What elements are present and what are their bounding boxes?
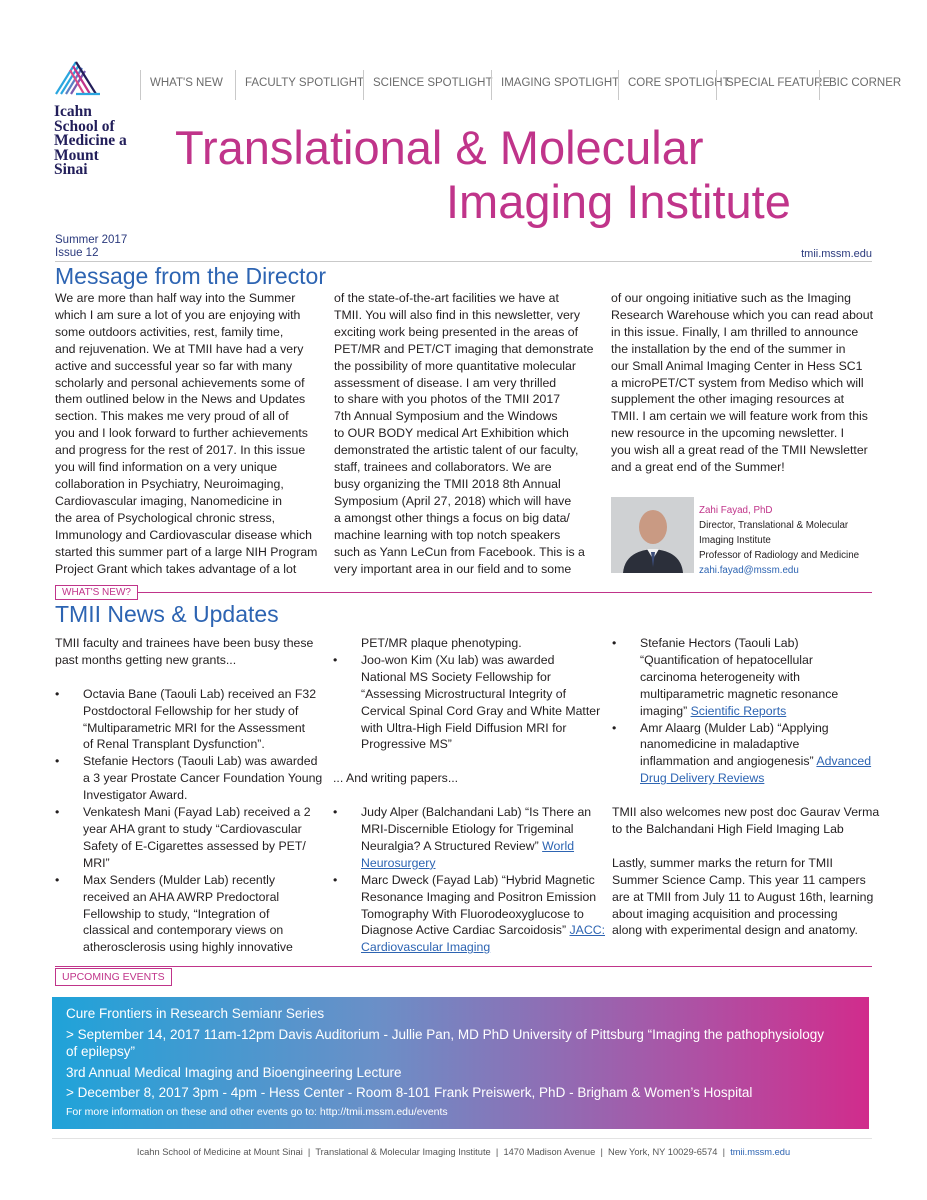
bullet-icon: • — [55, 686, 60, 701]
text-line: National MS Society Fellowship for — [361, 669, 551, 684]
text-line: TMII. You will also find in this newsletter, very — [334, 307, 581, 322]
text-line: year AHA grant to study “Cardiovascular — [83, 821, 302, 836]
text-line: machine learning with top notch speakers — [334, 527, 561, 542]
text-line: some outdoors activities, rest, family time, — [55, 324, 284, 339]
bullet-icon: • — [333, 872, 338, 887]
text-line — [361, 855, 603, 872]
director-photo — [611, 497, 694, 573]
events-more-info[interactable]: For more information on these and other events go to: http://tmii.mssm.edu/events — [66, 1105, 448, 1118]
text-line: the area of Psychological chronic stress, — [55, 510, 276, 525]
text-line: the possibility of more quantitative molecular — [334, 358, 576, 373]
header-divider — [55, 261, 872, 262]
text-line: Resonance Imaging and Positron Emission — [361, 889, 597, 904]
text-line: you wish all a great read of the TMII Newsletter — [611, 443, 868, 458]
spacer — [333, 753, 603, 770]
director-column-1 — [55, 290, 317, 577]
director-email[interactable]: zahi.fayad@mssm.edu — [699, 565, 799, 576]
issue-season: Summer 2017 — [55, 234, 128, 246]
text-line: Amr Alaarg (Mulder Lab) “Applying — [640, 720, 829, 735]
whats-new-tag: WHAT'S NEW? — [55, 585, 138, 600]
institution-logo[interactable] — [54, 56, 144, 178]
text-line: started this summer part of a large NIH Program — [55, 544, 318, 559]
list-item — [333, 872, 603, 957]
upcoming-events-tag: UPCOMING EVENTS — [55, 968, 172, 986]
text-line: Stefanie Hectors (Taouli Lab) — [640, 636, 799, 650]
journal-link-addr[interactable]: Advanced — [816, 754, 872, 769]
director-title-1: Director, Translational & Molecular — [699, 520, 849, 531]
text-line: Max Senders (Mulder Lab) recently — [83, 872, 276, 887]
director-column-3 — [611, 290, 873, 476]
director-heading: Message from the Director — [55, 263, 326, 289]
director-column-2 — [334, 290, 596, 577]
text-line: Immunology and Cardiovascular disease which — [55, 527, 312, 542]
nav-whats-new[interactable]: WHAT'S NEW — [140, 70, 235, 100]
page-title-line2: Imaging Institute — [446, 175, 791, 228]
journal-link-world-neurosurgery[interactable]: Neurosurgery — [361, 855, 436, 870]
text-line: MRI-Discernible Etiology for Trigeminal — [361, 821, 574, 836]
text-line: Diagnose Active Cardiac Sarcoidosis” — [361, 923, 567, 938]
text-line: section. This makes me very proud of all of — [55, 409, 289, 424]
text-line: Neuralgia? A Structured Review” — [361, 838, 539, 853]
text-line: “Multiparametric MRI for the Assessment — [83, 720, 306, 735]
text-line: Stefanie Hectors (Taouli Lab) was awarded — [83, 754, 318, 769]
list-item — [612, 720, 874, 788]
text-line: collaboration in Psychiatry, Neuroimaging, — [55, 476, 284, 491]
text-line: busy organizing the TMII 2018 8th Annual — [334, 476, 561, 491]
journal-link-world-neurosurgery[interactable]: World — [542, 838, 575, 853]
text-line: 7th Annual Symposium and the Windows — [334, 409, 558, 424]
logo-wordmark: Icahn School of Medicine a Mount Sinai — [54, 103, 127, 178]
text-line: to the Balchandani High Field Imaging Lab — [612, 821, 844, 836]
text-line: a 3 year Prostate Cancer Foundation Young — [83, 771, 323, 786]
bullet-icon: • — [55, 872, 60, 887]
text-line: with Ultra-High Field Diffusion MRI for — [361, 720, 567, 735]
text-line: new resource in the upcoming newsletter. I — [611, 426, 845, 441]
text-line: We are more than half way into the Summer — [55, 291, 296, 305]
text-line: Venkatesh Mani (Fayad Lab) received a 2 — [83, 805, 311, 820]
news-column-1 — [55, 635, 325, 956]
director-title-2: Imaging Institute — [699, 535, 771, 546]
text-line: them outlined below in the News and Updates — [55, 392, 306, 407]
text-line: PET/MR and PET/CT imaging that demonstrate — [334, 341, 594, 356]
text-line: inflammation and angiogenesis” — [640, 754, 814, 769]
text-line: exciting work being presented in the areas of — [334, 324, 579, 339]
text-line: the installation by the end of the summer in — [611, 341, 846, 356]
text-line: and a great end of the Summer! — [611, 460, 785, 475]
spacer — [612, 838, 874, 855]
issue-number: Issue 12 — [55, 247, 99, 259]
event-series-title: 3rd Annual Medical Imaging and Bioengineering Lecture — [66, 1064, 402, 1080]
nav-science-spotlight[interactable]: SCIENCE SPOTLIGHT — [363, 70, 491, 100]
text-line: of Renal Transplant Dysfunction”. — [83, 737, 265, 752]
text-line: Progressive MS” — [361, 737, 452, 752]
text-line: supplement the other imaging resources at — [611, 392, 845, 407]
text-line: received an AHA AWRP Predoctoral — [83, 889, 280, 904]
text-line: TMII. I am certain we will feature work from this — [611, 409, 868, 424]
portrait-icon — [611, 497, 694, 573]
text-line: a microPET/CT system from Mediso which will — [611, 375, 864, 390]
text-line: a amongst other things a focus on big data/ — [334, 510, 570, 525]
text-line: are at TMII from July 11 to August 16th, learning — [612, 889, 874, 904]
journal-link-addr[interactable]: Drug Delivery Reviews — [640, 771, 765, 786]
nav-imaging-spotlight[interactable]: IMAGING SPOTLIGHT — [491, 70, 618, 100]
footer-url[interactable]: tmii.mssm.edu — [730, 1147, 791, 1157]
director-caption — [699, 503, 859, 578]
issue-info — [55, 234, 127, 260]
text-line: along with experimental design and anatomy. — [612, 923, 858, 938]
text-line: Fellowship to study, “Integration of — [83, 906, 270, 921]
site-url[interactable]: tmii.mssm.edu — [801, 248, 872, 260]
text-line: you and I look forward to further achievements — [55, 426, 308, 441]
papers-list — [333, 804, 603, 956]
events-banner — [52, 997, 869, 1129]
text-line: TMII faculty and trainees have been busy these — [55, 636, 314, 650]
list-item — [55, 872, 325, 957]
director-title-3: Professor of Radiology and Medicine — [699, 550, 860, 561]
news-column-3 — [612, 635, 880, 939]
papers-list-continued — [612, 635, 874, 787]
journal-link-scientific-reports[interactable]: Scientific Reports — [690, 703, 787, 718]
bullet-icon: • — [333, 652, 338, 667]
text-line: and rejuvenation. We at TMII have had a very — [55, 341, 304, 356]
grants-list — [55, 686, 325, 957]
spacer — [333, 787, 603, 804]
text-line: Safety of E-Cigarettes assessed by PET/ — [83, 838, 306, 853]
news-column-2 — [333, 635, 603, 956]
grants-list-continued — [333, 652, 603, 753]
text-line: active and successful year so far with many — [55, 358, 293, 373]
text-line — [361, 922, 603, 939]
text-line: to OUR BODY medical Art Exhibition which — [334, 426, 569, 441]
text-line: in this issue. Finally, I am thrilled to announce — [611, 324, 859, 339]
text-line: atherosclerosis using highly innovative — [83, 940, 293, 955]
event-series-title: Cure Frontiers in Research Semianr Series — [66, 1006, 325, 1021]
text-line: Octavia Bane (Taouli Lab) received an F32 — [83, 686, 317, 701]
director-name: Zahi Fayad, PhD — [699, 505, 773, 516]
footer-address: Icahn School of Medicine at Mount Sinai | Translational & Molecular Imaging Institute | 1470 Madison Avenue | New York, NY 10029-6574 | — [136, 1147, 731, 1157]
text-line — [361, 838, 603, 855]
bullet-icon: • — [333, 805, 338, 820]
text-line: Joo-won Kim (Xu lab) was awarded — [361, 652, 555, 667]
text-line: Postdoctoral Fellowship for her study of — [83, 703, 299, 718]
text-line: very important area in our field and to some — [334, 561, 572, 576]
text-line: imaging” — [640, 703, 688, 718]
text-line: such as Yann LeCun from Facebook. This is a — [334, 544, 585, 559]
nav-core-spotlight[interactable]: CORE SPOTLIGHT — [618, 70, 716, 100]
text-line: nanomedicine in maladaptive — [640, 737, 800, 752]
text-line — [640, 703, 874, 720]
papers-intro: ... And writing papers... — [333, 771, 459, 786]
nav-special-feature[interactable]: SPECIAL FEATURE — [716, 70, 819, 100]
text-line: carcinoma heterogeneity with — [640, 669, 800, 684]
list-item — [55, 686, 325, 754]
nav-bic-corner[interactable]: BIC CORNER — [819, 70, 899, 100]
text-line: MRI” — [83, 855, 110, 870]
spacer — [55, 669, 325, 686]
footer-divider — [52, 1138, 872, 1139]
text-line: and progress for the rest of 2017. In this issue — [55, 443, 306, 458]
text-line: our Small Animal Imaging Center in Hess SC1 — [611, 358, 863, 373]
list-item — [612, 635, 874, 720]
text-line: multiparametric magnetic resonance — [640, 686, 839, 701]
bullet-icon: • — [55, 805, 60, 820]
text-line: assessment of disease. I am very thrilled — [334, 375, 557, 390]
text-line: to share with you photos of the TMII 2017 — [334, 392, 561, 407]
footer — [0, 1147, 927, 1157]
news-divider — [55, 592, 872, 593]
text-line: Project Grant which takes advantage of a lot — [55, 561, 297, 576]
event-detail: > December 8, 2017 3pm - 4pm - Hess Center - Room 8-101 Frank Preiswerk, PhD - Brigham & Women’s Hospital — [66, 1085, 753, 1100]
page-title-line1: Translational & Molecular — [175, 121, 704, 174]
text-line: demonstrated the artistic talent of our faculty, — [334, 443, 579, 458]
text-line: staff, trainees and collaborators. We are — [334, 460, 552, 475]
bullet-icon: • — [612, 720, 617, 735]
news-heading: TMII News & Updates — [55, 601, 279, 627]
text-line: Lastly, summer marks the return for TMII — [612, 855, 833, 870]
list-item — [55, 753, 325, 804]
text-line: TMII also welcomes new post doc Gaurav Verma — [612, 805, 880, 820]
text-line: Research Warehouse which you can read about — [611, 307, 874, 322]
text-line: Tomography With Fluorodeoxyglucose to — [361, 906, 584, 921]
list-item — [55, 804, 325, 872]
text-line: of the state-of-the-art facilities we have at — [334, 291, 559, 305]
logo-mark-icon — [54, 56, 102, 96]
text-line: of our ongoing initiative such as the Imaging — [611, 291, 851, 305]
text-line — [640, 770, 874, 787]
list-item — [333, 804, 603, 872]
events-divider — [55, 966, 872, 967]
text-line: Judy Alper (Balchandani Lab) “Is There an — [361, 805, 592, 820]
text-line: Summer Science Camp. This year 11 campers — [612, 872, 866, 887]
text-line: classical and contemporary views on — [83, 923, 284, 938]
text-line: PET/MR plaque phenotyping. — [361, 636, 522, 650]
text-line — [361, 939, 603, 956]
text-line: about imaging acquisition and processing — [612, 906, 838, 921]
text-line: Investigator Award. — [83, 788, 188, 803]
text-line: Cardiovascular imaging, Nanomedicine in — [55, 493, 282, 508]
text-line: past months getting new grants... — [55, 652, 237, 667]
text-line: Cervical Spinal Cord Gray and White Matter — [361, 703, 601, 718]
text-line: “Assessing Microstructural Integrity of — [361, 686, 567, 701]
bullet-icon: • — [612, 636, 617, 650]
nav-faculty-spotlight[interactable]: FACULTY SPOTLIGHT — [235, 70, 363, 100]
event-detail-cont: of epilepsy” — [66, 1044, 136, 1059]
text-line: you will find information on a very unique — [55, 460, 278, 475]
list-item — [333, 652, 603, 753]
text-line: “Quantification of hepatocellular — [640, 652, 813, 667]
journal-link-jacc[interactable]: Cardiovascular Imaging — [361, 940, 491, 955]
text-line: which I am sure a lot of you are enjoying with — [55, 307, 301, 322]
event-detail: > September 14, 2017 11am-12pm Davis Auditorium - Jullie Pan, MD PhD University of Pittsburg “Imaging the pathophysiology — [66, 1026, 824, 1042]
text-line: scholarly and personal achievements some of — [55, 375, 305, 390]
journal-link-jacc[interactable]: JACC: — [569, 923, 605, 938]
text-line: Marc Dweck (Fayad Lab) “Hybrid Magnetic — [361, 872, 595, 887]
bullet-icon: • — [55, 754, 60, 769]
spacer — [612, 787, 874, 804]
text-line — [640, 753, 874, 770]
text-line: Symposium (April 27, 2018) which will have — [334, 493, 572, 508]
